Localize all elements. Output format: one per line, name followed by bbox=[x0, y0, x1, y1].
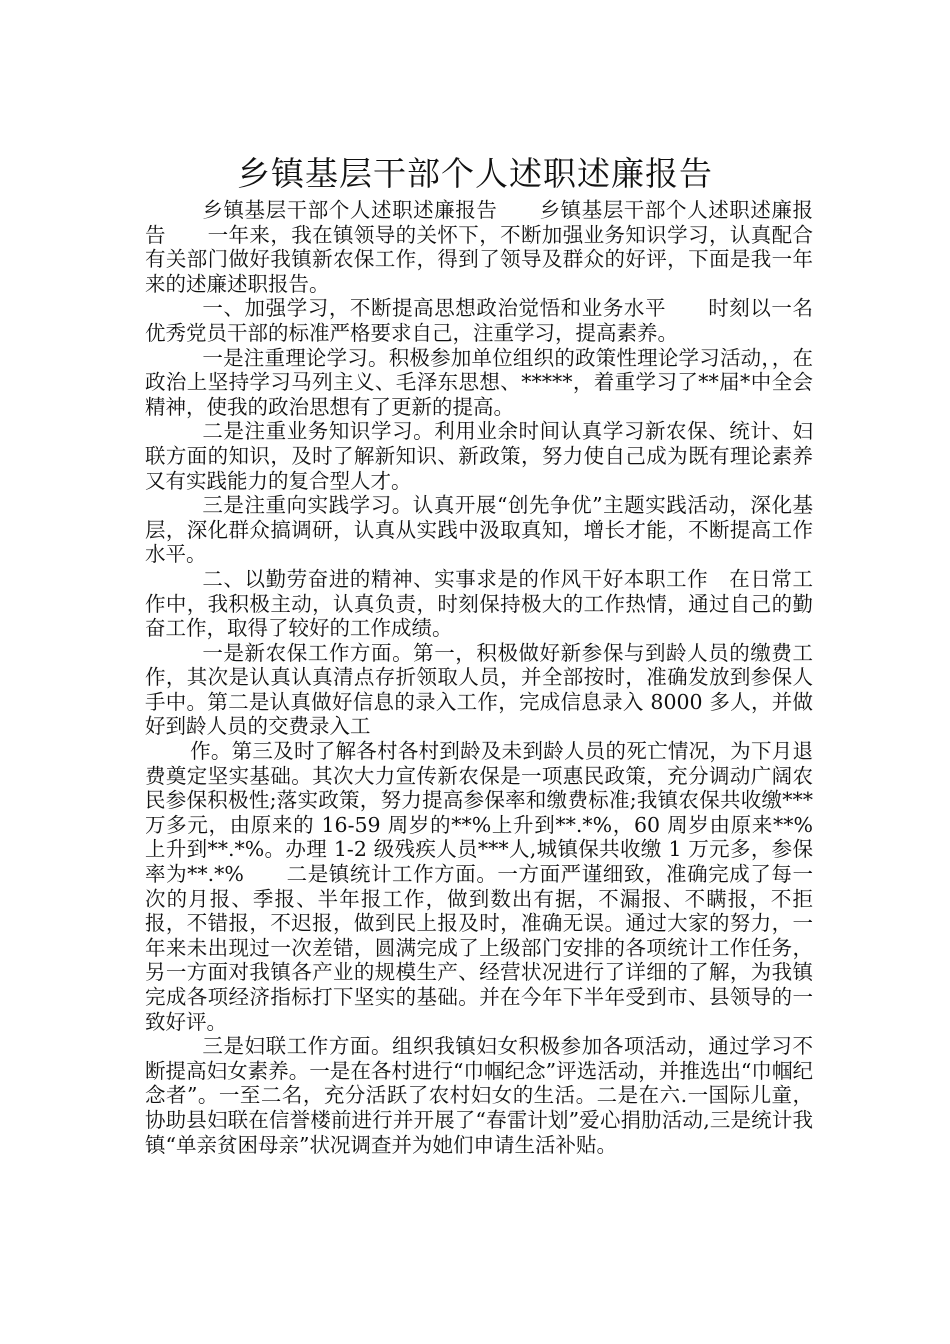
paragraph-theory-study: 一是注重理论学习。积极参加单位组织的政策性理论学习活动，，在政治上坚持学习马列主义、毛泽东思想、*****，着重学习了**届*中全会精神，使我的政治思想有了更新的提高。 bbox=[145, 345, 813, 419]
document-body bbox=[145, 198, 813, 1157]
paragraph-section-1-heading: 一、加强学习，不断提高思想政治觉悟和业务水平 时刻以一名优秀党员干部的标准严格要求自己，注重学习，提高素养。 bbox=[145, 296, 813, 345]
paragraph-statistics: 作。第三及时了解各村各村到龄及未到龄人员的死亡情况，为下月退费奠定坚实基础。其次大力宣传新农保是一项惠民政策，充分调动广阔农民参保积极性;落实政策，努力提高参保率和缴费标准;我镇农保共收缴***万多元，由原来的 16-59 周岁的**%上升到**.*%，60 周岁由原来**%上升到**.*%。办理 1-2 级残疾人员***人,城镇保共收缴 1 万元多，参保率为**.*% 二是镇统计工作方面。一方面严谨细致，准确完成了每一次的月报、季报、半年报工作，做到数出有据，不漏报、不瞒报，不拒报，不错报，不迟报，做到民上报及时，准确无误。通过大家的努力，一年来未出现过一次差错，圆满完成了上级部门安排的各项统计工作任务，另一方面对我镇各产业的规模生产、经营状况进行了详细的了解，为我镇完成各项经济指标打下坚实的基础。并在今年下半年受到市、县领导的一致好评。 bbox=[145, 739, 813, 1034]
document-title: 乡镇基层干部个人述职述廉报告 bbox=[237, 154, 713, 194]
paragraph-section-2-heading: 二、以勤劳奋进的精神、实事求是的作风干好本职工作 在日常工作中，我积极主动，认真负责，时刻保持极大的工作热情，通过自己的勤奋工作，取得了较好的工作成绩。 bbox=[145, 566, 813, 641]
paragraph-practice-study: 三是注重向实践学习。认真开展“创先争优”主题实践活动，深化基层，深化群众搞调研，认真从实践中汲取真知，增长才能，不断提高工作水平。 bbox=[145, 493, 813, 567]
paragraph-intro: 乡镇基层干部个人述职述廉报告 乡镇基层干部个人述职述廉报告 一年来，我在镇领导的关怀下，不断加强业务知识学习，认真配合有关部门做好我镇新农保工作，得到了领导及群众的好评，下面是我一年来的述廉述职报告。 bbox=[145, 198, 813, 296]
paragraph-womens-federation: 三是妇联工作方面。组织我镇妇女积极参加各项活动，通过学习不断提高妇女素养。一是在各村进行“巾帼纪念”评选活动，并推选出“巾帼纪念者”。一至二名，充分活跃了农村妇女的生活。二是在六.一国际儿童，协助县妇联在信誉楼前进行并开展了“春雷计划”爱心捐肋活动,三是统计我镇“单亲贫困母亲”状况调查并为她们申请生活补贴。 bbox=[145, 1034, 813, 1157]
paragraph-rural-insurance: 一是新农保工作方面。第一，积极做好新参保与到龄人员的缴费工作，其次是认真认真清点存折领取人员，并全部按时，准确发放到参保人手中。第二是认真做好信息的录入工作，完成信息录入 8000 多人，并做好到龄人员的交费录入工 bbox=[145, 640, 813, 739]
paragraph-business-study: 二是注重业务知识学习。利用业余时间认真学习新农保、统计、妇联方面的知识，及时了解新知识、新政策，努力使自己成为既有理论素养又有实践能力的复合型人才。 bbox=[145, 419, 813, 493]
